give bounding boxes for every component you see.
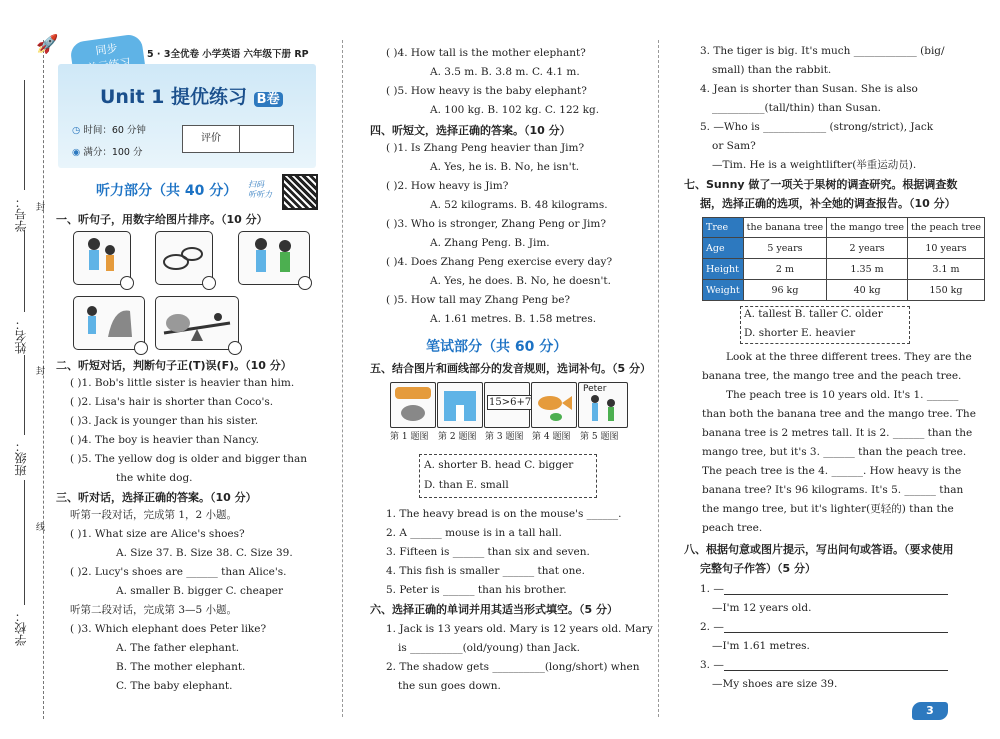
table-row-label: Height bbox=[703, 259, 744, 280]
fold-mark-line: 线 bbox=[36, 523, 46, 533]
table-header-cell: the peach tree bbox=[907, 218, 984, 238]
survey-table bbox=[702, 217, 985, 301]
q7-options-row-1: A. tallest B. taller C. older bbox=[744, 308, 883, 320]
q3-option-3a: A. The father elephant. bbox=[116, 642, 240, 654]
q6-sentence-4: 4. Jean is shorter than Susan. She is also bbox=[700, 83, 918, 95]
q5-picture-3 bbox=[484, 382, 530, 428]
q3-question-5: ( )5. How heavy is the baby elephant? bbox=[386, 85, 587, 97]
q6-sentence-2[interactable]: 2. The shadow gets __________(long/short) when bbox=[386, 661, 640, 673]
q2-item-3: ( )3. Jack is younger than his sister. bbox=[70, 415, 259, 427]
table-header-cell: the banana tree bbox=[743, 218, 827, 238]
page-title: Unit 1 提优练习 B卷 bbox=[100, 82, 283, 109]
check-icon: ◉ bbox=[72, 147, 84, 158]
student-id-write-line[interactable] bbox=[24, 80, 25, 190]
q6-sentence-5-cont: or Sam? bbox=[712, 140, 756, 152]
q8-question-1-number: 1. — bbox=[700, 583, 724, 595]
q6-title: 六、选择正确的单词并用其适当形式填空。（5 分） bbox=[370, 603, 618, 616]
q5-title: 五、结合图片和画线部分的发音规则，选词补句。（5 分） bbox=[370, 362, 651, 375]
q5-sentence-4[interactable]: 4. This fish is smaller ______ that one. bbox=[386, 565, 585, 577]
q8-answer-line-1[interactable] bbox=[724, 594, 948, 595]
q5-caption-4: 第 4 题图 bbox=[532, 432, 571, 442]
q7-passage-line-9: the mango tree, but it's lighter(更轻的) than the bbox=[702, 503, 954, 515]
q1-picture-5 bbox=[155, 296, 239, 350]
writing-section-title: 笔试部分（共 60 分） bbox=[426, 339, 568, 355]
q7-title-line-1: 七、Sunny 做了一项关于果树的调查研究。根据调查数 bbox=[684, 178, 958, 191]
clock-icon: ◷ bbox=[72, 125, 84, 136]
q5-sentence-2[interactable]: 2. A ______ mouse is in a tall hall. bbox=[386, 527, 562, 539]
q5-sentence-5[interactable]: 5. Peter is ______ than his brother. bbox=[386, 584, 567, 596]
q5-picture-2 bbox=[437, 382, 483, 428]
q5-caption-5: 第 5 题图 bbox=[580, 432, 619, 442]
q4-options-1: A. Yes, he is. B. No, he isn't. bbox=[430, 161, 580, 173]
peter-label: Peter bbox=[583, 384, 607, 394]
q8-answer-line-3[interactable] bbox=[724, 670, 948, 671]
table-row-label: Weight bbox=[703, 280, 744, 301]
q4-options-3: A. Zhang Peng. B. Jim. bbox=[430, 237, 550, 249]
q2-item-1: ( )1. Bob's little sister is heavier than him. bbox=[70, 377, 295, 389]
q8-response-1: —I'm 12 years old. bbox=[712, 602, 812, 614]
q7-passage-line-8[interactable]: banana tree? It's 96 kilograms. It's 5. ______ than bbox=[702, 484, 964, 496]
rocket-icon: 🚀 bbox=[36, 34, 59, 55]
q7-passage-line-7[interactable]: The peach tree is the 4. ______. How heavy is the bbox=[702, 465, 962, 477]
table-cell: 1.35 m bbox=[827, 259, 908, 280]
q8-title-line-2: 完整句子作答）（5 分） bbox=[700, 562, 816, 575]
q7-passage-line-3[interactable]: The peach tree is 10 years old. It's 1. ______ bbox=[726, 389, 959, 401]
children-height-icon bbox=[74, 232, 130, 284]
q6-sentence-4-cont[interactable]: __________(tall/thin) than Susan. bbox=[712, 102, 881, 114]
class-label: 班级： bbox=[14, 440, 28, 476]
q7-passage-line-5[interactable]: banana tree is 2 metres tall. It is 2. ______ than the bbox=[702, 427, 973, 439]
q7-passage-line-1: Look at the three different trees. They are the bbox=[726, 351, 972, 363]
school-write-line[interactable] bbox=[24, 480, 25, 605]
q1-answer-circle-4[interactable] bbox=[134, 341, 148, 355]
q6-sentence-1-cont[interactable]: is __________(old/young) than Jack. bbox=[398, 642, 580, 654]
column-divider-2 bbox=[658, 40, 659, 717]
q2-item-2: ( )2. Lisa's hair is shorter than Coco's. bbox=[70, 396, 274, 408]
level-badge: B卷 bbox=[254, 92, 283, 107]
survey-header-row bbox=[703, 218, 985, 238]
evaluation-label: 评价 bbox=[183, 126, 240, 152]
q1-answer-circle-3[interactable] bbox=[298, 276, 312, 290]
q4-options-2: A. 52 kilograms. B. 48 kilograms. bbox=[430, 199, 608, 211]
series-info: 5 · 3全优卷 小学英语 六年级下册 RP bbox=[147, 49, 309, 60]
table-cell: 40 kg bbox=[827, 280, 908, 301]
class-write-line[interactable] bbox=[24, 355, 25, 435]
q4-question-2: ( )2. How heavy is Jim? bbox=[386, 180, 509, 192]
score-info: ◉ 满分：100 分 bbox=[72, 147, 143, 158]
table-cell: 2 years bbox=[827, 238, 908, 259]
table-cell: 150 kg bbox=[907, 280, 984, 301]
table-cell: 10 years bbox=[907, 238, 984, 259]
q6-sentence-3-cont: small) than the rabbit. bbox=[712, 64, 832, 76]
fold-mark-seal: 封 bbox=[36, 203, 46, 213]
table-row bbox=[703, 259, 985, 280]
table-row-label: Age bbox=[703, 238, 744, 259]
q1-title: 一、听句子，用数字给图片排序。（10 分） bbox=[56, 213, 268, 226]
elephant-seesaw-icon bbox=[156, 297, 238, 349]
q4-options-5: A. 1.61 metres. B. 1.58 metres. bbox=[430, 313, 597, 325]
title-banner bbox=[58, 64, 316, 168]
q3-option-3c: C. The baby elephant. bbox=[116, 680, 233, 692]
binding-line bbox=[43, 40, 44, 719]
table-row bbox=[703, 280, 985, 301]
fish-icon bbox=[532, 383, 576, 427]
q5-caption-3: 第 3 题图 bbox=[485, 432, 524, 442]
student-name-label: 姓名： bbox=[14, 318, 28, 354]
q5-picture-5 bbox=[578, 382, 628, 428]
q5-word-box bbox=[419, 454, 597, 498]
school-label: 学校： bbox=[14, 610, 28, 646]
q3-options-5: A. 100 kg. B. 102 kg. C. 122 kg. bbox=[430, 104, 600, 116]
scan-hint: 扫码 听听力 bbox=[248, 180, 272, 199]
q8-title-line-1: 八、根据句意或图片提示，写出问句或答语。（要求使用 bbox=[684, 543, 954, 556]
table-cell: 3.1 m bbox=[907, 259, 984, 280]
q3-options-4: A. 3.5 m. B. 3.8 m. C. 4.1 m. bbox=[430, 66, 580, 78]
tag-line-1: 同步 bbox=[94, 41, 119, 58]
q3-question-3: ( )3. Which elephant does Peter like? bbox=[70, 623, 267, 635]
q3-dialogue-2-intro: 听第二段对话，完成第 3—5 小题。 bbox=[70, 604, 238, 616]
q3-option-3b: B. The mother elephant. bbox=[116, 661, 246, 673]
q4-question-3: ( )3. Who is stronger, Zhang Peng or Jim? bbox=[386, 218, 606, 230]
q6-sentence-5-answer: —Tim. He is a weightlifter(举重运动员). bbox=[712, 159, 917, 171]
q8-response-2: —I'm 1.61 metres. bbox=[712, 640, 810, 652]
q5-caption-2: 第 2 题图 bbox=[438, 432, 477, 442]
q6-sentence-5[interactable]: 5. —Who is ____________ (strong/strict), Jack bbox=[700, 121, 934, 133]
fold-mark-seal-2: 封 bbox=[36, 367, 46, 377]
q3-question-2: ( )2. Lucy's shoes are ______ than Alice's. bbox=[70, 566, 287, 578]
q2-item-5: ( )5. The yellow dog is older and bigger than bbox=[70, 453, 308, 465]
q6-sentence-3[interactable]: 3. The tiger is big. It's much ____________ (big/ bbox=[700, 45, 945, 57]
boys-compare-icon bbox=[239, 232, 309, 284]
q8-answer-line-2[interactable] bbox=[724, 632, 948, 633]
q8-question-2-number: 2. — bbox=[700, 621, 724, 633]
time-info: ◷ 时间：60 分钟 bbox=[72, 125, 146, 136]
table-cell: 96 kg bbox=[743, 280, 827, 301]
q6-sentence-1: 1. Jack is 13 years old. Mary is 12 years old. Mary bbox=[386, 623, 653, 635]
q6-sentence-2-cont: the sun goes down. bbox=[398, 680, 501, 692]
q3-question-1: ( )1. What size are Alice's shoes? bbox=[70, 528, 245, 540]
q7-passage-line-2: banana tree, the mango tree and the peach tree. bbox=[702, 370, 962, 382]
q7-options-row-2: D. shorter E. heavier bbox=[744, 327, 856, 339]
listening-section-title: 听力部分（共 40 分） bbox=[96, 183, 238, 199]
shoes-icon bbox=[156, 232, 212, 284]
survey-table-wrapper bbox=[702, 217, 985, 301]
q1-picture-4 bbox=[73, 296, 145, 350]
q8-question-3-number: 3. — bbox=[700, 659, 724, 671]
table-cell: 5 years bbox=[743, 238, 827, 259]
qr-code-icon[interactable] bbox=[282, 174, 318, 210]
table-cell: 2 m bbox=[743, 259, 827, 280]
q2-item-4: ( )4. The boy is heavier than Nancy. bbox=[70, 434, 260, 446]
q1-answer-circle-5[interactable] bbox=[228, 341, 242, 355]
math-board-text: 15>6+7 bbox=[489, 397, 532, 408]
table-header-cell: Tree bbox=[703, 218, 744, 238]
q8-response-3: —My shoes are size 39. bbox=[712, 678, 838, 690]
student-name-write-line[interactable] bbox=[24, 230, 25, 312]
q5-picture-4 bbox=[531, 382, 577, 428]
q7-passage-line-10: peach tree. bbox=[702, 522, 763, 534]
q3-title: 三、听对话，选择正确的答案。（10 分） bbox=[56, 491, 257, 504]
q2-item-5-cont: the white dog. bbox=[116, 472, 193, 484]
boy-dinosaur-icon bbox=[74, 297, 144, 349]
q4-title: 四、听短文，选择正确的答案。（10 分） bbox=[370, 124, 571, 137]
q5-options-row-2: D. than E. small bbox=[424, 479, 509, 491]
q7-title-line-2: 据，选择正确的选项，补全她的调查报告。（10 分） bbox=[700, 197, 956, 210]
table-row bbox=[703, 238, 985, 259]
q7-passage-line-6[interactable]: mango tree, but it's 3. ______ than the peach tree. bbox=[702, 446, 967, 458]
q5-sentence-3[interactable]: 3. Fifteen is ______ than six and seven. bbox=[386, 546, 590, 558]
q3-question-4: ( )4. How tall is the mother elephant? bbox=[386, 47, 586, 59]
q2-title: 二、听短对话，判断句子正(T)误(F)。（10 分） bbox=[56, 359, 292, 372]
q1-picture-3 bbox=[238, 231, 310, 285]
table-header-cell: the mango tree bbox=[827, 218, 908, 238]
student-id-label: 学号： bbox=[14, 196, 28, 232]
evaluation-box[interactable] bbox=[182, 125, 294, 153]
q7-passage-line-4: than both the banana tree and the mango tree. The bbox=[702, 408, 976, 420]
page-number: 3 bbox=[912, 702, 948, 720]
q3-dialogue-1-intro: 听第一段对话，完成第 1，2 小题。 bbox=[70, 509, 238, 521]
mouse-bread-icon bbox=[391, 383, 435, 427]
q3-options-2: A. smaller B. bigger C. cheaper bbox=[116, 585, 284, 597]
q5-options-row-1: A. shorter B. head C. bigger bbox=[424, 459, 574, 471]
q4-options-4: A. Yes, he does. B. No, he doesn't. bbox=[430, 275, 611, 287]
column-divider-1 bbox=[342, 40, 343, 717]
hall-icon bbox=[438, 383, 482, 427]
q5-sentence-1[interactable]: 1. The heavy bread is on the mouse's ______. bbox=[386, 508, 622, 520]
q1-answer-circle-2[interactable] bbox=[202, 276, 216, 290]
q5-caption-1: 第 1 题图 bbox=[390, 432, 429, 442]
q4-question-4: ( )4. Does Zhang Peng exercise every day? bbox=[386, 256, 613, 268]
q3-options-1: A. Size 37. B. Size 38. C. Size 39. bbox=[116, 547, 293, 559]
q1-answer-circle-1[interactable] bbox=[120, 276, 134, 290]
q5-picture-1 bbox=[390, 382, 436, 428]
q4-question-1: ( )1. Is Zhang Peng heavier than Jim? bbox=[386, 142, 585, 154]
q7-option-box bbox=[740, 306, 910, 344]
q4-question-5: ( )5. How tall may Zhang Peng be? bbox=[386, 294, 571, 306]
